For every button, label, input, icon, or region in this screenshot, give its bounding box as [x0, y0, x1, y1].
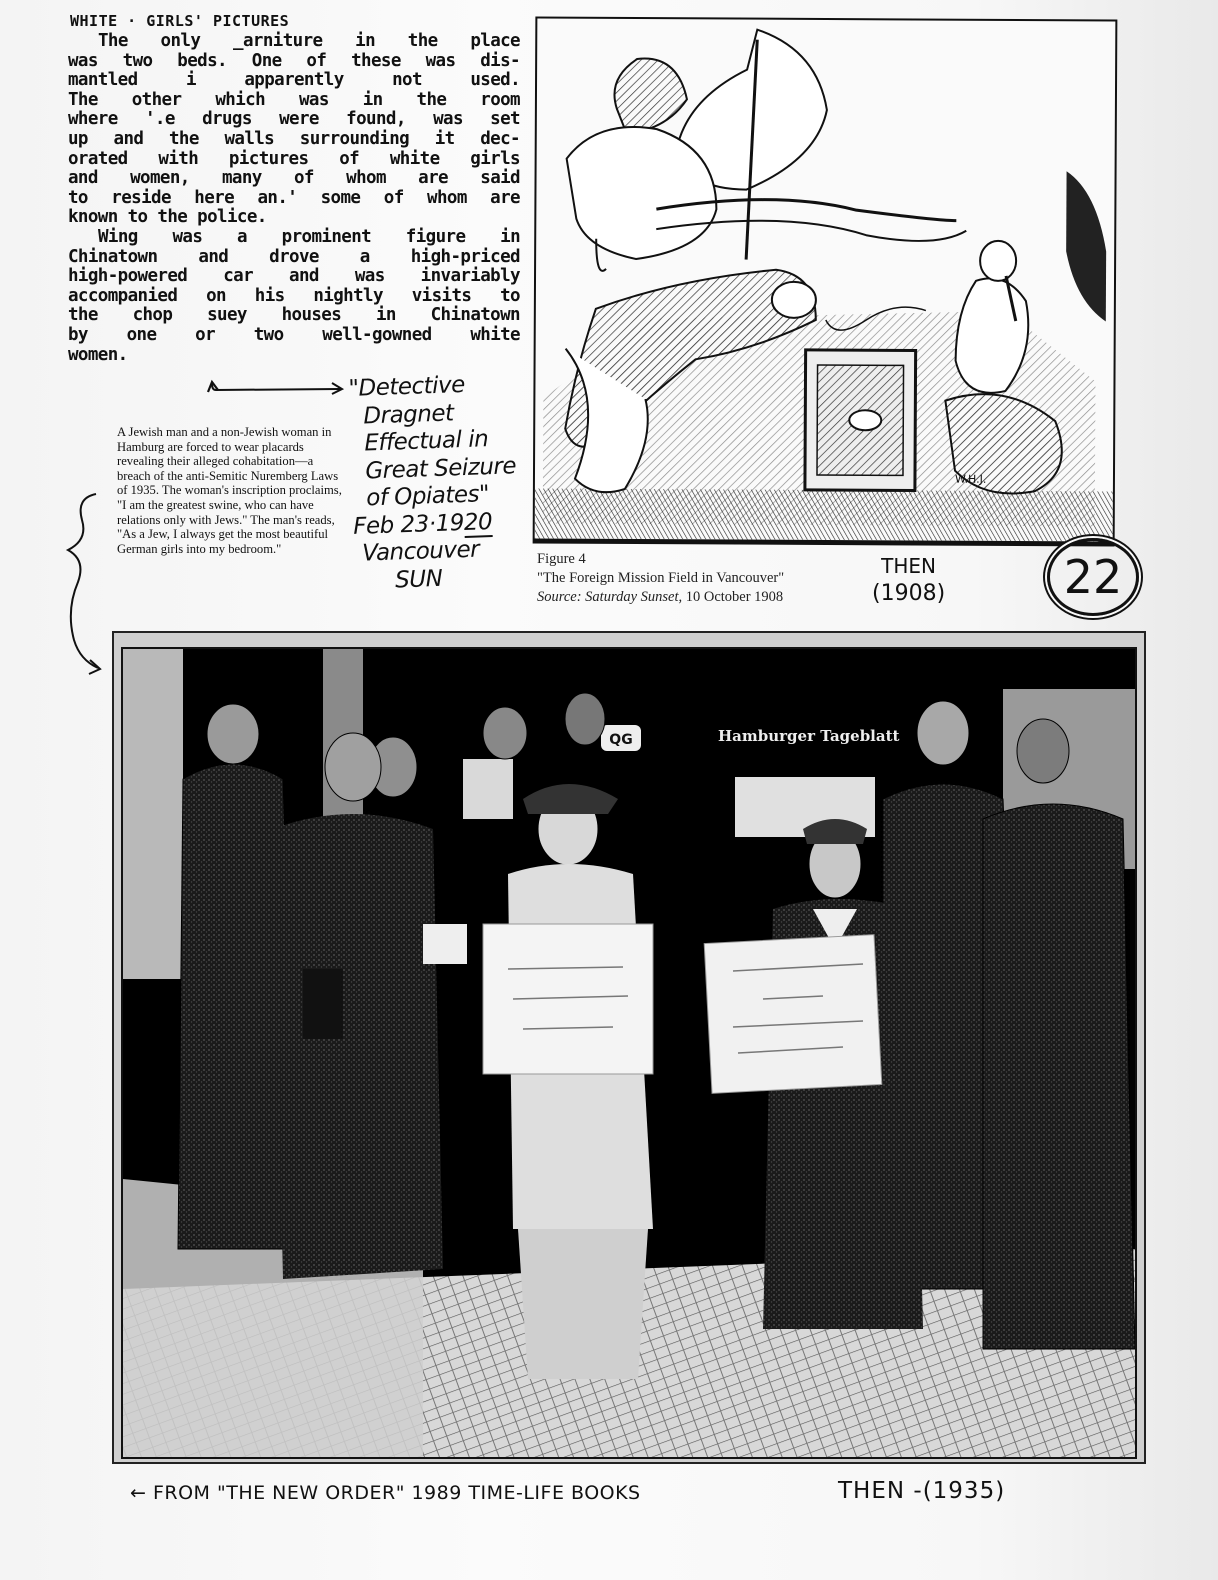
figure-caption	[537, 550, 784, 607]
cartoon-illustration	[533, 16, 1118, 546]
note-line: Effectual in	[363, 426, 489, 457]
clipping-line: and women, many of whom are said	[68, 168, 520, 189]
woman-placard	[483, 924, 653, 1074]
clipping-line: by one or two well-gowned white	[68, 324, 520, 345]
note-date-prefix: Feb 23·19	[352, 509, 465, 540]
note-paper-name: SUN	[394, 565, 443, 593]
clipping-line: The only _arniture in the place	[98, 31, 520, 51]
then-1935-note: THEN -(1935)	[838, 1478, 1006, 1504]
armband	[423, 924, 467, 964]
handwritten-source-note	[348, 369, 546, 595]
clipping-body	[68, 32, 520, 365]
figure-source-date: 10 October 1908	[682, 589, 784, 605]
handwritten-source-credit: ← FROM "THE NEW ORDER" 1989 TIME-LIFE BOOKS	[130, 1482, 641, 1504]
clipping-line: where '.e drugs were found, was set	[68, 109, 520, 130]
photo-caption: A Jewish man and a non-Jewish woman in Hamburg are forced to wear placards revealing their alleged cohabitation—a breach of the anti-Semitic Nuremberg Laws of 1935. The woman's inscription proclaims, "I am the greatest swine, who can have relations only with Jews." The man's reads, "As a Jew, I always get the most beautiful German girls into my bedroom."	[117, 425, 342, 556]
clipping-line: Chinatown and drove a high-priced	[68, 246, 520, 267]
hamburg-1935-photograph	[121, 647, 1137, 1459]
clipping-line: mantled i apparently not used.	[68, 70, 520, 91]
then-year: (1908)	[872, 581, 946, 606]
circled-page-number: 22	[1047, 538, 1139, 616]
handwritten-arrow-icon	[200, 378, 350, 400]
newspaper-clipping	[68, 12, 520, 365]
storefront-sign-qg: QG	[609, 732, 633, 748]
note-line: of Opiates"	[365, 481, 490, 512]
note-line: "Detective	[348, 371, 466, 402]
man-placard	[704, 935, 882, 1094]
clipping-line: accompanied on his nightly visits to	[68, 285, 520, 306]
clipping-line: high-powered car and was invariably	[68, 266, 520, 287]
photo-scene	[123, 649, 1135, 1457]
clipping-line: Wing was a prominent figure in	[98, 226, 520, 247]
clipping-line: to reside here an.' some of whom are	[68, 187, 520, 208]
figure-label: Figure 4	[537, 551, 586, 567]
then-word: THEN	[881, 554, 936, 578]
figure-source	[537, 588, 784, 607]
note-paper: Vancouver	[361, 536, 480, 567]
clipping-line: The other which was in the room	[68, 89, 520, 110]
opium-den-cartoon	[535, 18, 1116, 541]
note-line: Dragnet	[362, 399, 454, 429]
clipping-line: was two beds. One of these was dis-	[68, 50, 520, 71]
note-date-year-underlined: 20	[463, 508, 493, 536]
note-line: Great Seizure	[364, 452, 517, 484]
clipping-line: women.	[68, 344, 128, 365]
then-1908-note	[872, 552, 945, 608]
figure-title: "The Foreign Mission Field in Vancouver"	[537, 570, 785, 586]
shop-sign: Hamburger Tageblatt	[718, 727, 900, 745]
clipping-line: the chop suey houses in Chinatown	[68, 305, 520, 326]
handwritten-brace-arrow-icon	[56, 490, 102, 680]
clipping-headline: WHITE · GIRLS' PICTURES	[70, 12, 290, 30]
clipping-line: up and the walls surrounding it dec-	[68, 128, 520, 149]
clipping-line: orated with pictures of white girls	[68, 148, 520, 169]
cartoon-artist-signature: W.H.J.	[954, 472, 987, 486]
figure-source-label: Source: Saturday Sunset,	[537, 589, 683, 605]
clipping-line: known to the police.	[68, 207, 267, 228]
